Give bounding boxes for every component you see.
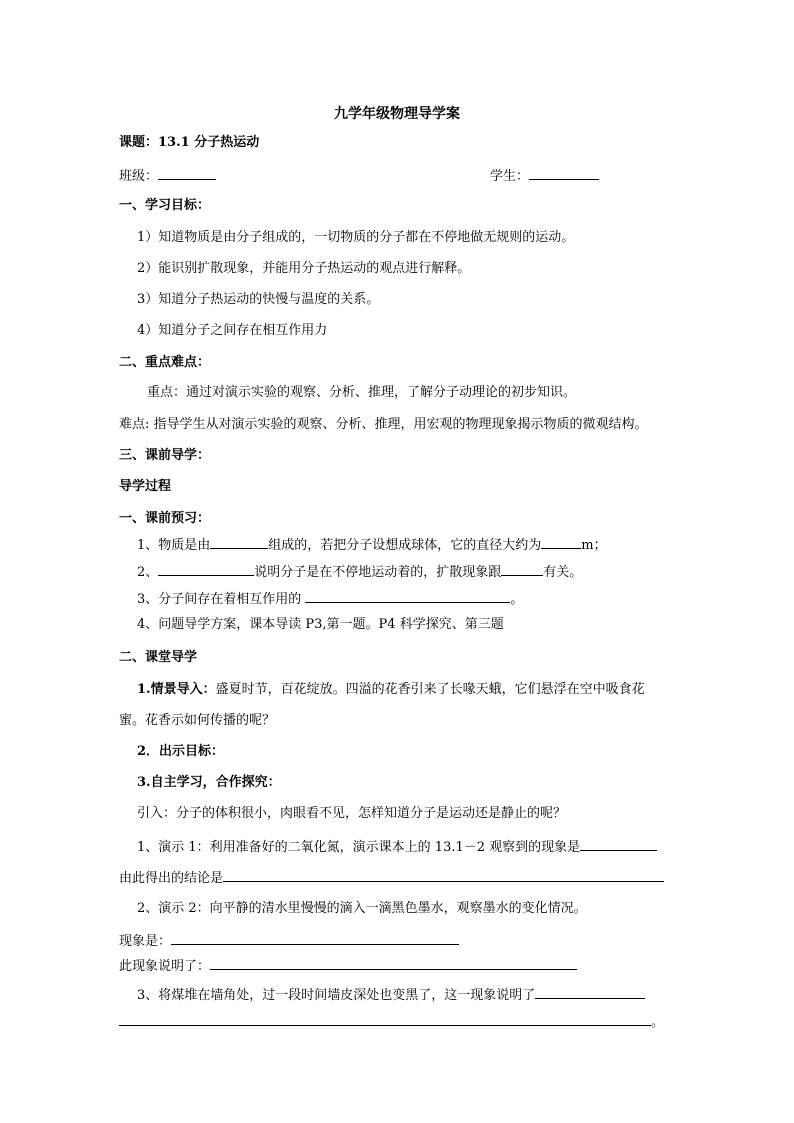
class-blank[interactable] <box>158 166 216 180</box>
q1-part-a: 1、物质是由 <box>137 538 211 553</box>
q2-part-c: 有关。 <box>543 565 583 580</box>
student-label: 学生： <box>490 169 530 184</box>
q1-part-c: m； <box>581 538 607 553</box>
demo-1-text: 1、演示 1：利用准备好的二氧化氮，演示课本上的 13.1－2 观察到的现象是 <box>137 840 581 855</box>
goal-item: 2）能识别扩散现象，并能用分子热运动的观点进行解释。 <box>137 261 471 276</box>
student-field <box>490 166 599 186</box>
scenario-line <box>137 681 645 699</box>
question-3-line <box>137 985 645 1005</box>
goals-heading: 一、学习目标： <box>119 198 211 213</box>
class-label: 班级： <box>119 169 159 184</box>
preview-question-1 <box>137 535 607 555</box>
q2-blank-2[interactable] <box>501 562 543 576</box>
q3-part-b: 。 <box>510 592 524 607</box>
scenario-text-continued: 蜜。花香示如何传播的呢？ <box>119 713 276 728</box>
preview-heading: 一、课前预习： <box>119 511 211 526</box>
explains-label: 此现象说明了： <box>119 959 211 974</box>
demo-1-conclusion-label: 由此得出的结论是 <box>119 871 224 886</box>
q2-part-b: 说明分子是在不停地运动着的，扩散现象跟 <box>254 565 502 580</box>
page-title: 九学年级物理导学案 <box>334 106 460 122</box>
topic-line: 课题：13.1 分子热运动 <box>119 135 260 150</box>
pre-guide-heading: 三、课前导学： <box>119 448 211 463</box>
q1-blank-1[interactable] <box>210 535 268 549</box>
q2-part-a: 2、 <box>137 565 159 580</box>
end-mark: 。 <box>651 1015 665 1030</box>
demo-2-text: 2、演示 2：向平静的清水里慢慢的滴入一滴黑色墨水，观察墨水的变化情况。 <box>137 901 587 916</box>
phenomenon-label: 现象是： <box>119 934 172 949</box>
class-field <box>119 166 216 186</box>
preview-question-3 <box>137 589 523 609</box>
demo-1-blank[interactable] <box>580 837 657 851</box>
scenario-label: 1.情景导入： <box>137 682 216 697</box>
question-3-text: 3、将煤堆在墙角处，过一段时间墙皮深处也变黑了，这一现象说明了 <box>137 988 536 1003</box>
q1-part-b: 组成的，若把分子设想成球体，它的直径大约为 <box>268 538 542 553</box>
phenomenon-blank[interactable] <box>171 931 459 945</box>
explains-line <box>119 956 577 976</box>
key-points-heading: 二、重点难点： <box>119 355 211 370</box>
goal-item: 1）知道物质是由分子组成的，一切物质的分子都在不停地做无规则的运动。 <box>137 230 575 245</box>
classroom-heading: 二、课堂导学 <box>119 650 198 665</box>
goal-item: 3）知道分子热运动的快慢与温度的关系。 <box>137 292 380 307</box>
question-3-continued-line <box>119 1012 664 1032</box>
q1-blank-2[interactable] <box>541 535 581 549</box>
intro-text: 引入：分子的体积很小，肉眼看不见，怎样知道分子是运动还是静止的呢？ <box>137 806 567 821</box>
self-study-label: 3.自主学习，合作探究： <box>137 775 281 790</box>
q2-blank-1[interactable] <box>158 562 254 576</box>
question-3-blank[interactable] <box>535 985 645 999</box>
preview-question-4: 4、问题导学方案，课本导读 P3,第一题。P4 科学探究、第三题 <box>137 617 504 632</box>
difficult-point-text: 难点: 指导学生从对演示实验的观察、分析、推理，用宏观的物理现象揭示物质的微观结构。 <box>119 417 648 432</box>
show-goals-label: 2．出示目标： <box>137 744 225 759</box>
process-heading: 导学过程 <box>119 479 172 494</box>
preview-question-2 <box>137 562 582 582</box>
q3-blank[interactable] <box>305 589 510 603</box>
goal-item: 4）知道分子之间存在相互作用力 <box>137 323 328 338</box>
demo-1-conclusion-blank[interactable] <box>223 868 664 882</box>
phenomenon-line <box>119 931 459 951</box>
explains-blank[interactable] <box>210 956 577 970</box>
demo-1-conclusion-line <box>119 868 664 888</box>
q3-part-a: 3、分子间存在着相互作用的 <box>137 592 306 607</box>
student-blank[interactable] <box>529 166 599 180</box>
key-point-text: 重点：通过对演示实验的观察、分析、推理，了解分子动理论的初步知识。 <box>147 385 577 400</box>
demo-1-line <box>137 837 657 857</box>
question-3-blank-continued[interactable] <box>119 1012 651 1026</box>
scenario-text: 盛夏时节，百花绽放。四溢的花香引来了长喙天蛾，它们悬浮在空中吸食花 <box>215 682 645 697</box>
